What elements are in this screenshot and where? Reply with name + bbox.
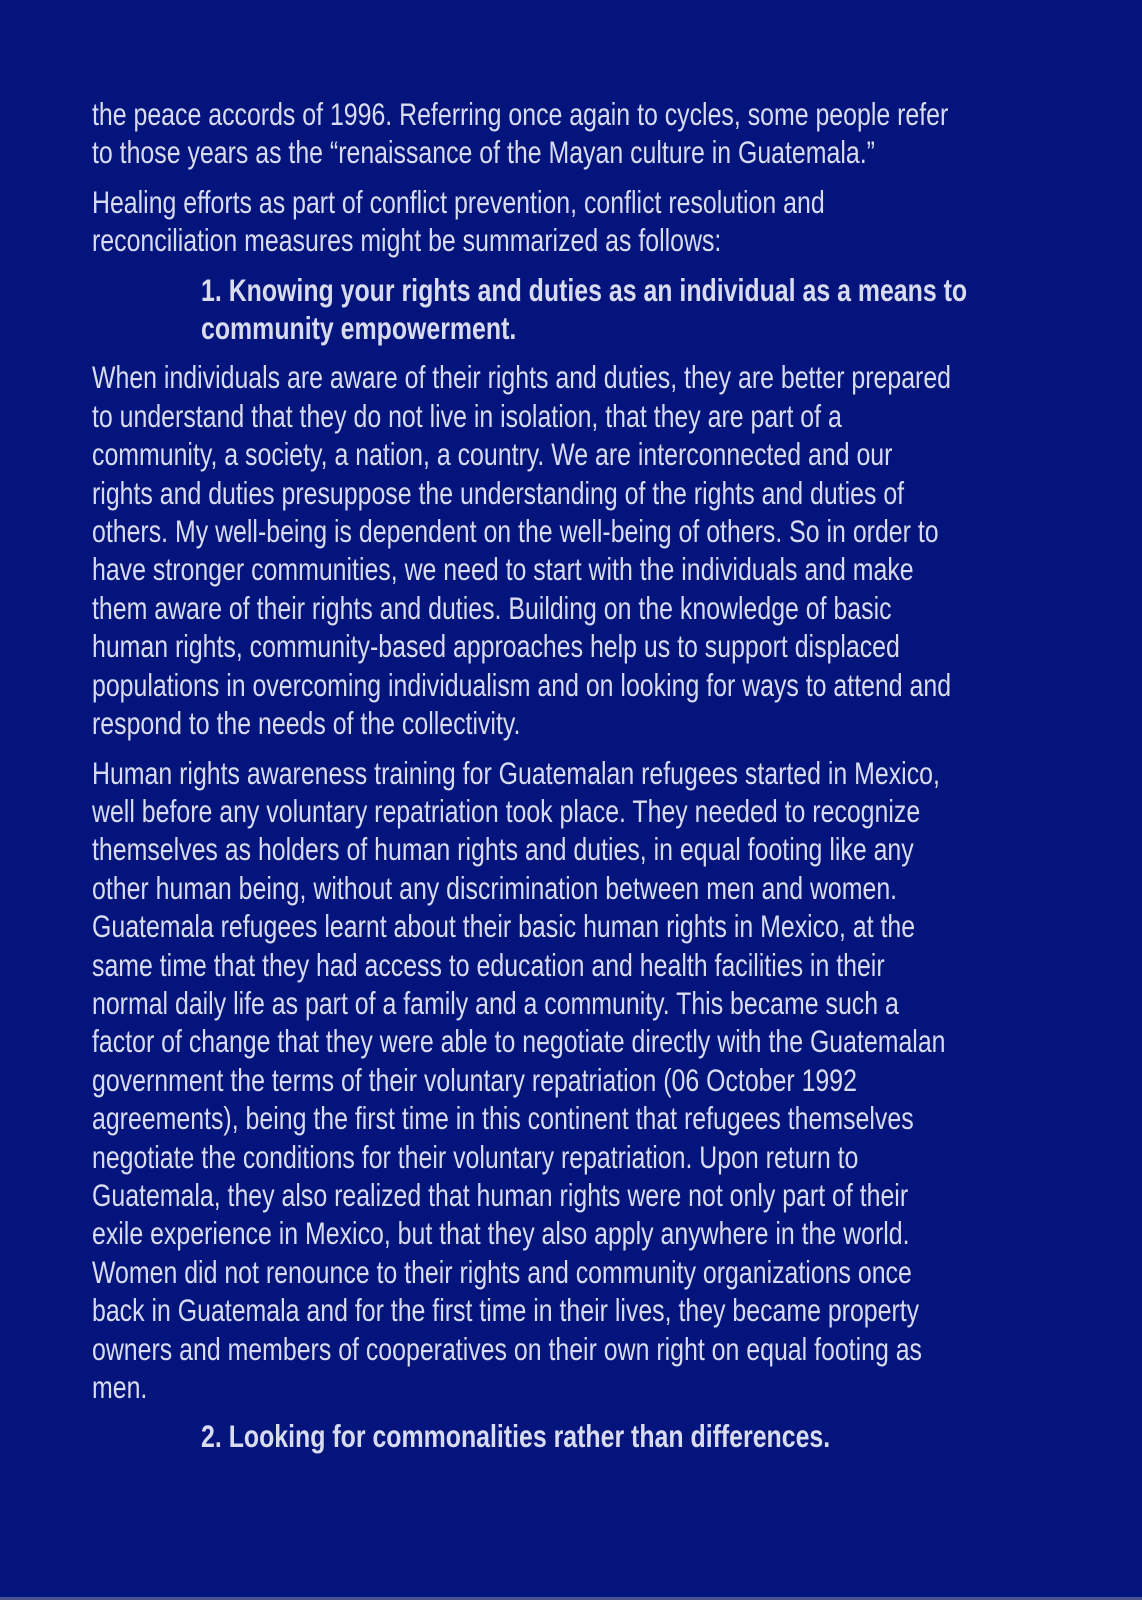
heading-knowing-your-rights [92,271,1040,348]
heading-line: 2. Looking for commonalities rather than differences. [201,1418,831,1455]
text-line: reconciliation measures might be summarized as follows: [92,222,722,259]
text-line: to those years as the “renaissance of the Mayan culture in Guatemala.” [92,134,875,171]
text-line: factor of change that they were able to negotiate directly with the Guatemalan [92,1023,946,1060]
text-line: human rights, community-based approaches help us to support displaced [92,628,900,665]
text-line: government the terms of their voluntary repatriation (06 October 1992 [92,1061,857,1098]
text-line: populations in overcoming individualism and on looking for ways to attend and [92,666,952,703]
paragraph-human-rights-training [92,754,1040,1407]
text-line: the peace accords of 1996. Referring once again to cycles, some people refer [92,96,949,132]
text-line: negotiate the conditions for their voluntary repatriation. Upon return to [92,1138,859,1175]
text-line: well before any voluntary repatriation took place. They needed to recognize [92,792,921,829]
text-line: Guatemala, they also realized that human rights were not only part of their [92,1176,909,1213]
heading-line: 1. Knowing your rights and duties as an individual as a means to [201,271,968,308]
text-line: exile experience in Mexico, but that they also apply anywhere in the world. [92,1215,910,1252]
text-line: owners and members of cooperatives on their own right on equal footing as [92,1330,922,1367]
text-line: others. My well-being is dependent on the well-being of others. So in order to [92,513,939,550]
text-line: Human rights awareness training for Guatemalan refugees started in Mexico, [92,754,940,791]
text-line: respond to the needs of the collectivity. [92,705,521,742]
text-line: to understand that they do not live in isolation, that they are part of a [92,397,842,434]
text-line: agreements), being the first time in this continent that refugees themselves [92,1100,914,1137]
text-line: them aware of their rights and duties. Building on the knowledge of basic [92,589,892,626]
paragraph-individual-awareness [92,358,1040,742]
text-line: Healing efforts as part of conflict prevention, conflict resolution and [92,183,825,220]
text-line: rights and duties presuppose the understanding of the rights and duties of [92,474,905,511]
text-line: Guatemala refugees learnt about their basic human rights in Mexico, at the [92,908,916,945]
heading-line: community empowerment. [201,310,517,347]
document-body [92,95,1040,1467]
text-line: have stronger communities, we need to start with the individuals and make [92,551,914,588]
text-line: Women did not renounce to their rights and community organizations once [92,1253,912,1290]
text-line: themselves as holders of human rights and duties, in equal footing like any [92,831,914,868]
heading-commonalities [92,1417,1040,1455]
text-line: back in Guatemala and for the first time in their lives, they became property [92,1292,920,1329]
paragraph-healing-efforts [92,183,1040,260]
text-line: same time that they had access to education and health facilities in their [92,946,885,983]
text-line: normal daily life as part of a family and a community. This became such a [92,984,899,1021]
paragraph-peace-accords [92,95,1040,172]
text-line: other human being, without any discrimination between men and women. [92,869,898,906]
text-line: community, a society, a nation, a country. We are interconnected and our [92,436,893,473]
text-line: When individuals are aware of their rights and duties, they are better prepared [92,359,952,396]
text-line: men. [92,1369,148,1405]
